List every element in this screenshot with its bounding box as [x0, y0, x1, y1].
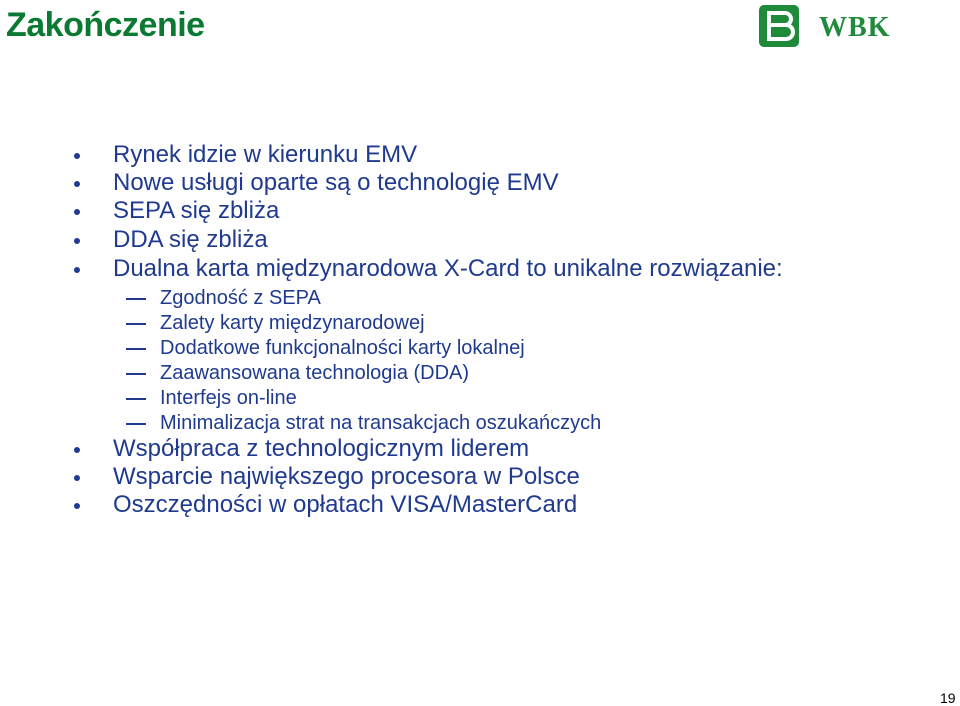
- bullet-dot-icon: [74, 267, 80, 273]
- dash-icon: [126, 348, 146, 350]
- dash-icon: [126, 373, 146, 375]
- bullet-dot-icon: [74, 475, 80, 481]
- bullet-dot-icon: [74, 238, 80, 244]
- bzwbk-logo: [757, 3, 947, 49]
- slide-title: Zakończenie: [6, 6, 205, 44]
- dash-icon: [126, 398, 146, 400]
- dash-icon: [126, 323, 146, 325]
- bullet-dot-icon: [74, 181, 80, 187]
- bullet-dot-icon: [74, 447, 80, 453]
- dash-icon: [126, 298, 146, 300]
- bullet-dot-icon: [74, 209, 80, 215]
- dash-icon: [126, 423, 146, 425]
- bullet-dot-icon: [74, 153, 80, 159]
- logo-text: WBK: [819, 12, 891, 43]
- bullet-dot-icon: [74, 503, 80, 509]
- page-number: 19: [940, 690, 956, 706]
